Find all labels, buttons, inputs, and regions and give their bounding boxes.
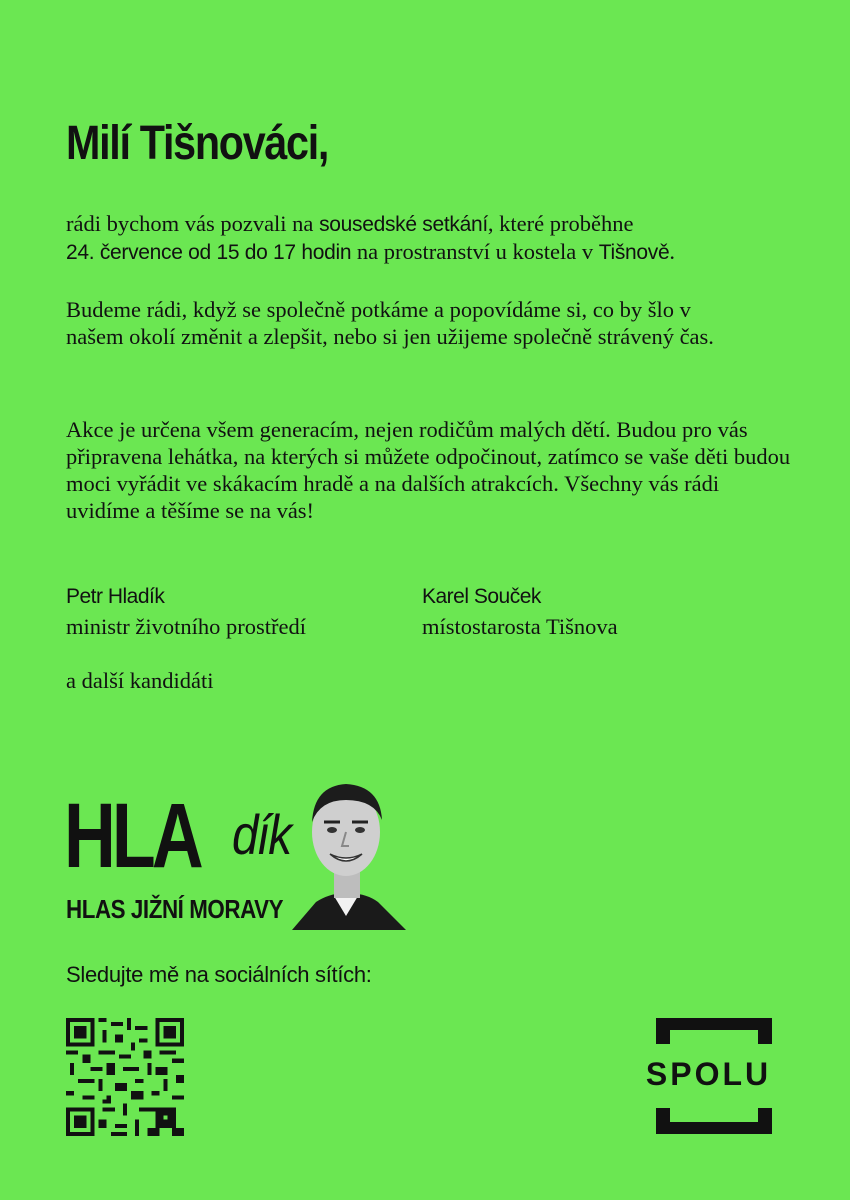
event-town: Tišnově bbox=[598, 241, 670, 264]
hladik-logo bbox=[64, 770, 414, 930]
spolu-wordmark: SPOLU bbox=[645, 1056, 772, 1092]
signature-name: Karel Souček bbox=[422, 585, 541, 608]
activities-paragraph: Akce je určena všem generacím, nejen rodičům malých dětí. Budou pro vás připravena lehátka, na kterých si můžete odpočinout, zatímco se vaše děti budou moci vyřádit ve skákacím hradě a na dalších atrakcích. Všechny vás rádi uvidíme a těšíme se na vás! bbox=[66, 417, 791, 523]
logo-tagline: HLAS JIŽNÍ MORAVY bbox=[66, 894, 284, 924]
p1-text-c: na prostranství u kostela v bbox=[351, 239, 599, 264]
logo-hla: HLA bbox=[64, 785, 200, 887]
logo-dik: dík bbox=[232, 803, 291, 866]
p1-text-a: rádi bychom vás pozvali na bbox=[66, 211, 320, 236]
event-name: sousedské setkání bbox=[319, 213, 488, 236]
other-candidates: a další kandidáti bbox=[66, 668, 214, 693]
discussion-paragraph: Budeme rádi, když se společně potkáme a popovídáme si, co by šlo v našem okolí změnit a zlepšit, nebo si jen užijeme společně strávený čas. bbox=[66, 297, 714, 349]
p1-text-d: . bbox=[669, 239, 675, 264]
signature-role: ministr životního prostředí bbox=[66, 614, 306, 639]
invitation-paragraph bbox=[66, 210, 806, 266]
signature-role: místostarosta Tišnova bbox=[422, 614, 618, 639]
signature-name: Petr Hladík bbox=[66, 585, 165, 608]
p1-text-b: , které proběhne bbox=[487, 211, 634, 236]
portrait-photo bbox=[286, 770, 406, 930]
event-date: 24. července od 15 do 17 hodin bbox=[66, 241, 352, 264]
qr-code[interactable] bbox=[66, 1018, 184, 1136]
signature-hladik bbox=[66, 582, 306, 642]
signature-soucek bbox=[422, 582, 618, 642]
social-follow-text: Sledujte mě na sociálních sítích: bbox=[66, 962, 372, 987]
greeting-heading: Milí Tišnováci, bbox=[66, 117, 329, 170]
spolu-logo bbox=[642, 1018, 772, 1134]
